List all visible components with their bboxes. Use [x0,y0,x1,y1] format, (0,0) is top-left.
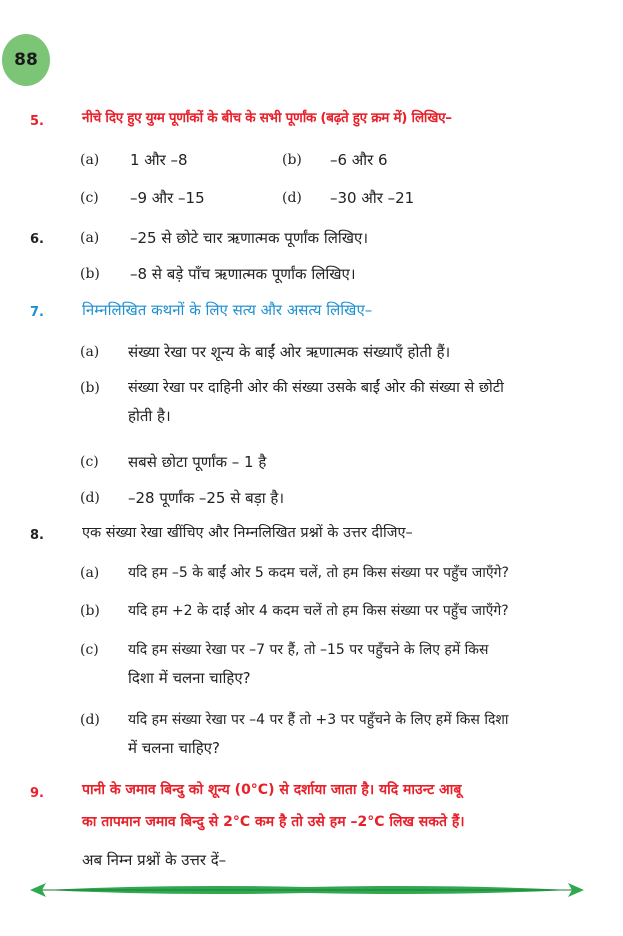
page-number-badge [2,34,50,86]
q5-item-c-label: (c) [80,190,99,206]
q8-item-c-label: (c) [80,642,99,658]
q7-item-b-label: (b) [80,380,100,396]
q9-line2: का तापमान जमाव बिन्दु से 2°C कम है तो उसे हम –2°C लिख सकते हैं। [82,814,465,830]
q6-number: 6. [30,232,44,247]
q6-item-b-label: (b) [80,266,100,282]
page-number: 88 [14,50,38,70]
q7-item-d-label: (d) [80,490,100,506]
q7-item-a [80,342,590,362]
q8-text: एक संख्या रेखा खींचिए और निम्नलिखित प्रश्नों के उत्तर दीजिए– [82,525,413,541]
q7-item-c [80,452,590,472]
q5-item-d-text: –30 और –21 [330,189,415,207]
q8-item-d-text: यदि हम संख्या रेखा पर –4 पर हैं तो +3 पर पहुँचने के लिए हमें किस दिशा [128,712,509,728]
q5-number: 5. [30,114,44,129]
q7-item-a-text: संख्या रेखा पर शून्य के बाईं ओर ऋणात्मक संख्याएँ होती हैं। [128,343,451,361]
q8-item-c-text: यदि हम संख्या रेखा पर –7 पर हैं, तो –15 पर पहुँचने के लिए हमें किस [128,642,489,658]
footer-divider [30,878,584,902]
q8-item-a-text: यदि हम –5 के बाईं ओर 5 कदम चलें, तो हम किस संख्या पर पहुँच जाएँगे? [128,565,509,581]
q5-item-a-text: 1 और –8 [130,151,188,169]
q7-number: 7. [30,305,44,320]
q8-item-c-text-cont: दिशा में चलना चाहिए? [128,669,251,687]
q8-item-d-label: (d) [80,712,100,728]
q9-line3: अब निम्न प्रश्नों के उत्तर दें– [82,851,227,869]
q5-item-b-label: (b) [282,152,302,168]
q8-item-d [80,710,590,756]
q7-item-d [80,488,590,508]
q8-number: 8. [30,528,44,543]
q7-item-b [80,378,590,424]
q8-item-b-text: यदि हम +2 के दाईं ओर 4 कदम चलें तो हम किस संख्या पर पहुँच जाएँगे? [128,603,509,619]
q8-item-d-text-cont: में चलना चाहिए? [128,739,220,757]
q5-item-c-text: –9 और –15 [130,189,205,207]
q5-item-a-label: (a) [80,152,100,168]
q5-item-d-label: (d) [282,190,302,206]
q8-item-a-label: (a) [80,565,100,581]
q7-item-c-text: सबसे छोटा पूर्णांक – 1 है [128,453,267,471]
q9-line1: पानी के जमाव बिन्दु को शून्य (0°C) से दर्शाया जाता है। यदि माउन्ट आबू [82,782,462,798]
q5-item-c [80,188,260,208]
q8-item-b [80,601,590,621]
q8-item-c [80,640,590,686]
q5-item-b-text: –6 और 6 [330,151,388,169]
q7-item-a-label: (a) [80,344,100,360]
q6-item-a [80,228,560,248]
q5-item-a [80,150,260,170]
q5-text: नीचे दिए हुए युग्म पूर्णांकों के बीच के सभी पूर्णांक (बढ़ते हुए क्रम में) लिखिए– [82,110,452,126]
q8-item-a [80,563,590,583]
q5-item-d [282,188,462,208]
q5-item-b [282,150,462,170]
q6-item-b-text: –8 से बड़े पाँच ऋणात्मक पूर्णांक लिखिए। [130,265,356,283]
q8-item-b-label: (b) [80,603,100,619]
q7-text: निम्नलिखित कथनों के लिए सत्य और असत्य लिखिए– [82,301,373,319]
q7-item-b-text-cont: होती है। [128,407,171,425]
q6-item-a-text: –25 से छोटे चार ऋणात्मक पूर्णांक लिखिए। [130,229,369,247]
q6-item-b [80,264,560,284]
q7-item-b-text: संख्या रेखा पर दाहिनी ओर की संख्या उसके बाईं ओर की संख्या से छोटी [128,380,504,396]
q7-item-c-label: (c) [80,454,99,470]
q7-item-d-text: –28 पूर्णांक –25 से बड़ा है। [128,489,285,507]
q6-item-a-label: (a) [80,230,100,246]
q9-number: 9. [30,786,44,801]
